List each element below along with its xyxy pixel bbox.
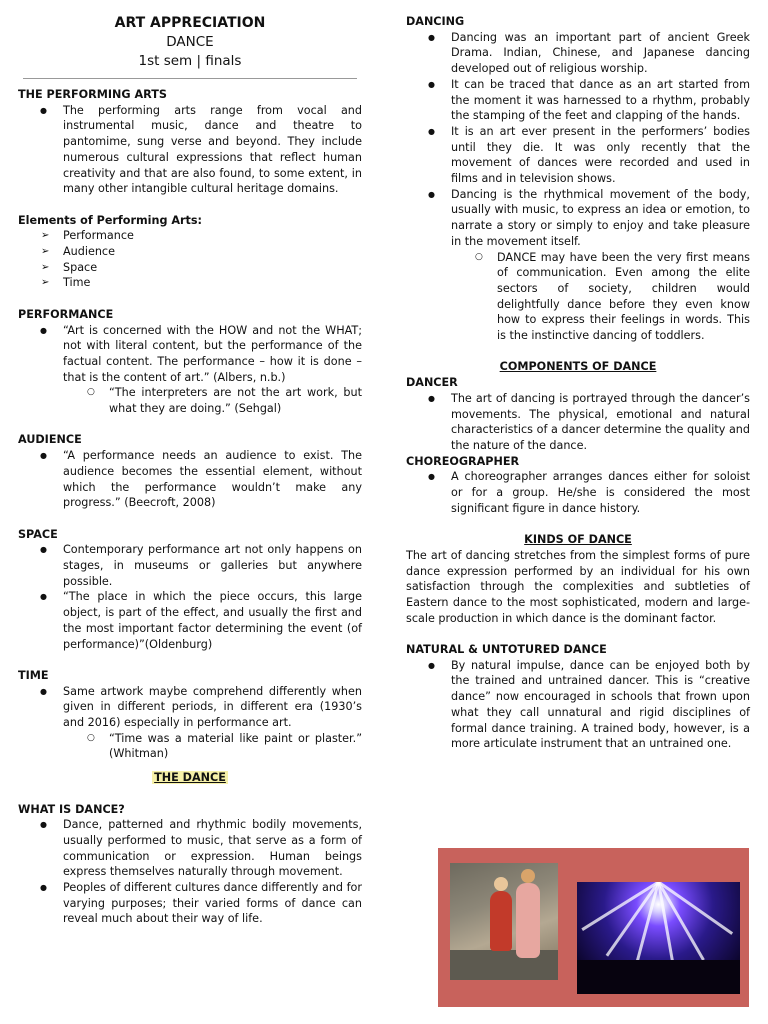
performance-sublist [18, 385, 362, 416]
space-heading: SPACE [18, 527, 58, 541]
dancer-heading: DANCER [406, 376, 458, 390]
list-item: ● A choreographer arranges dances either for soloist or for a group. He/she is considered the most significant figure in dance history. [406, 469, 750, 516]
time-list [18, 684, 362, 731]
dancing-sublist [406, 250, 750, 344]
list-item: ● The performing arts range from vocal and instrumental music, dance and theatre to pantomime, sung verse and beyond. They include numerous cultural expressions that reflect human creativity and that are also found, to some extent, in many other intangible cultural heritage domains. [18, 103, 362, 197]
list-item: ➢ Time [18, 275, 362, 291]
dancing-heading: DANCING [406, 15, 465, 28]
list-item: ● By natural impulse, dance can be enjoyed both by the trained and untrained dancer. This is “creative dance” now encouraged in schools that frown upon what they call unnatural and rigid disciplines of formal dance training. A trained body, however, is a more articulate instrument that an untrained one. [406, 658, 750, 752]
performing-arts-heading: THE PERFORMING ARTS [18, 88, 167, 101]
choreographer-list [406, 469, 750, 516]
list-item: ➢ Audience [18, 244, 362, 260]
time-heading: TIME [18, 668, 49, 682]
kinds-heading: KINDS OF DANCE [524, 533, 632, 547]
list-item: ● Same artwork maybe comprehend differently when given in different periods, in different era (1930’s and 2016) especially in performance art. [18, 684, 362, 731]
list-item: ● “A performance needs an audience to exist. The audience becomes the essential element, without which the performance wouldn’t make any progress.” (Beecroft, 2008) [18, 448, 362, 511]
the-dance-heading [18, 770, 362, 786]
performance-list [18, 323, 362, 386]
audience-list [18, 448, 362, 511]
list-item: ● “Art is concerned with the HOW and not the WHAT; not with literal content, but the performance of the factual content. The performance – how it is done – that is the content of art.” (Albers, n.b.) [18, 323, 362, 386]
list-item: ● It can be traced that dance as an art started from the moment it was harnessed to a rhythm, probably the stamping of the feet and clapping of the hands. [406, 77, 750, 124]
list-item: ➢ Space [18, 260, 362, 276]
list-item: ● Dance, patterned and rhythmic bodily movements, usually performed to music, that serve as a form of communication or expression. Human beings express themselves naturally through movement. [18, 817, 362, 880]
list-item: ● Dancing was an important part of ancient Greek Drama. Indian, Chinese, and Japanese dancing developed out of religious worship. [406, 30, 750, 77]
document-header [18, 0, 362, 71]
performance-heading: PERFORMANCE [18, 307, 114, 321]
list-item: ● Dancing is the rhythmical movement of the body, usually with music, to express an idea or emotion, to narrate a story or simply to enjoy and take pleasure in the movement itself. [406, 187, 750, 250]
list-item: ○ DANCE may have been the very first means of communication. Even among the elite sectors of society, children would delightfully dance before they even know how to express their feelings in words. This is the instinctive dancing of toddlers. [451, 250, 750, 344]
dancer-list [406, 391, 750, 454]
list-item: ● Contemporary performance art not only happens on stages, in museums or galleries but anywhere possible. [18, 542, 362, 589]
concert-lights-photo [577, 882, 740, 994]
list-item: ● It is an art ever present in the performers’ bodies until they die. It was only recently that the movement of dances were recorded and used in films and in television shows. [406, 124, 750, 187]
list-item: ● The art of dancing is portrayed through the dancer’s movements. The physical, emotional and natural characteristics of a dancer determine the quality and the nature of the dance. [406, 391, 750, 454]
children-dancing-photo [450, 863, 558, 980]
photo-collage [438, 848, 749, 1007]
space-list [18, 542, 362, 652]
list-item: ● Peoples of different cultures dance differently and for varying purposes; their varied forms of dance can reveal much about their way of life. [18, 880, 362, 927]
list-item: ● “The place in which the piece occurs, this large object, is part of the effect, and usually the first and the most important factor determining the event (of performance)”(Oldenburg) [18, 589, 362, 652]
kinds-paragraph: The art of dancing stretches from the simplest forms of pure dance expression performed by an individual for his own satisfaction through the complexities and subtleties of Eastern dance to the most sophisticated, modern and large-scale production in which dance is the dominant factor. [406, 548, 750, 625]
header-divider [23, 78, 357, 79]
the-dance-heading-text: THE DANCE [154, 771, 226, 785]
natural-heading: NATURAL & UNTOTURED DANCE [406, 643, 607, 657]
document-term: 1st sem | finals [138, 53, 242, 69]
elements-list [18, 228, 362, 291]
left-column [18, 0, 362, 927]
what-is-dance-list [18, 817, 362, 927]
dancing-list [406, 30, 750, 250]
list-item: ○ “Time was a material like paint or plaster.” (Whitman) [63, 731, 362, 762]
list-item: ○ “The interpreters are not the art work, but what they are doing.” (Sehgal) [63, 385, 362, 416]
natural-list [406, 658, 750, 752]
document-subtitle: DANCE [166, 34, 214, 50]
components-heading: COMPONENTS OF DANCE [499, 360, 657, 374]
time-sublist [18, 731, 362, 762]
audience-heading: AUDIENCE [18, 433, 82, 447]
performing-arts-list [18, 103, 362, 197]
what-is-dance-heading: WHAT IS DANCE? [18, 802, 125, 816]
choreographer-heading: CHOREOGRAPHER [406, 454, 520, 468]
list-item: ➢ Performance [18, 228, 362, 244]
elements-heading: Elements of Performing Arts: [18, 213, 203, 227]
right-column [406, 14, 750, 752]
document-title: ART APPRECIATION [114, 15, 266, 31]
